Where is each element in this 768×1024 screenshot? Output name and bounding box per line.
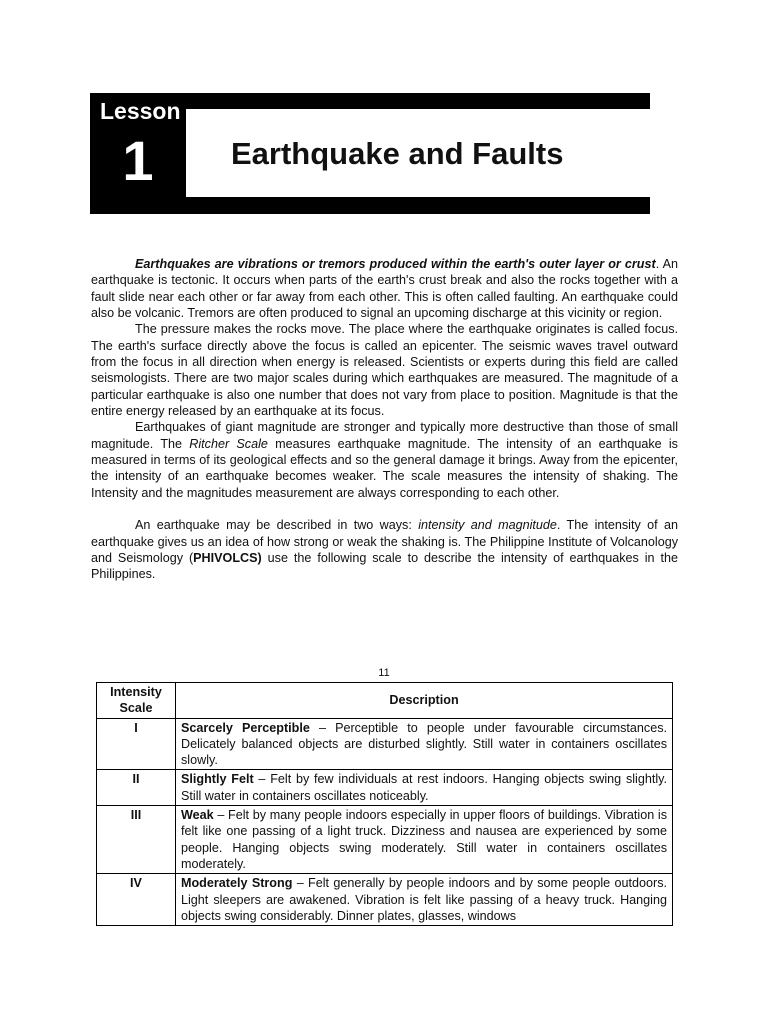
- intensity-description: [176, 718, 673, 770]
- paragraph-focus: The pressure makes the rocks move. The place where the earthquake originates is called focus. The earth's surface directly above the focus is called an epicenter. The seismic waves travel outward from the focus in all direction when energy is released. Scientists or experts during this field are called seismologists. There are two major scales during which earthquakes are measured. The magnitude of a particular earthquake is also one number that does not vary from place to position. Magnitude is that the entire energy released by an earthquake at its focus.: [91, 322, 678, 419]
- intensity-text-middle: . The intensity of an earthquake gives us an idea of how strong or weak the shaking is. The Philippine Institute of Volcanology and Seismology (: [91, 518, 678, 565]
- page-number: 11: [378, 667, 390, 679]
- table-row: [97, 806, 673, 874]
- intensity-term: Slightly Felt: [181, 772, 254, 787]
- ritcher-scale-term: Ritcher Scale: [189, 436, 268, 451]
- intensity-magnitude-term: intensity and magnitude: [418, 518, 557, 533]
- intensity-level: I: [97, 718, 176, 770]
- table-row: [97, 770, 673, 806]
- intro-definition: Earthquakes are vibrations or tremors produced within the earth's outer layer or crust: [135, 257, 656, 271]
- table-row: [97, 718, 673, 770]
- intensity-term: Moderately Strong: [181, 876, 293, 891]
- intensity-detail: – Felt by many people indoors especially in upper floors of buildings. Vibration is felt like one passing of a light truck. Dizziness and nausea are experienced by some people. Hanging objects swing moderately. Still water in containers oscillates moderately.: [181, 808, 667, 871]
- table-row: [97, 874, 673, 926]
- intensity-detail: – Perceptible to people under favourable circumstances. Delicately balanced objects are disturbed slightly. Still water in containers oscillates slowly.: [181, 720, 668, 768]
- intensity-level: III: [97, 806, 176, 874]
- header-description: Description: [176, 683, 673, 719]
- intro-text: . An earthquake is tectonic. It occurs when parts of the earth's crust break and also the rocks together with a fault slide near each other or far away from each other. This is often called faulting. An earthquake could also be volcanic. Tremors are often produced to signal an upcoming discharge at this vicinity or region.: [91, 257, 678, 321]
- phivolcs-term: PHIVOLCS): [193, 550, 262, 565]
- paragraph-intensity: [91, 517, 678, 582]
- intensity-term: Weak: [181, 808, 214, 823]
- intensity-description: [176, 874, 673, 926]
- intensity-term: Scarcely Perceptible: [181, 720, 310, 735]
- magnitude-text-start: Earthquakes of giant magnitude are stronger and typically more destructive than those of small magnitude. The: [91, 420, 678, 451]
- header-intensity-scale: Intensity Scale: [97, 683, 176, 719]
- table-header-row: [97, 683, 673, 719]
- lesson-label: Lesson: [100, 98, 181, 124]
- magnitude-text-end: measures earthquake magnitude. The intensity of an earthquake is measured in terms of its geological effects and so the general damage it brings. Away from the epicenter, the intensity of an earthquake becomes weaker. The scale measures the intensity of shaking. The Intensity and the magnitudes measurement are always corresponding to each other.: [91, 436, 678, 500]
- page-title: Earthquake and Faults: [231, 136, 564, 171]
- paragraph-intro: [91, 256, 678, 321]
- intensity-detail: – Felt generally by people indoors and by some people outdoors. Light sleepers are awakened. Vibration is felt like passing of a heavy truck. Hanging objects swing considerably. Dinner plates, glasses, windows: [181, 876, 667, 923]
- paragraph-magnitude: [91, 419, 678, 501]
- intensity-text-end: use the following scale to describe the intensity of earthquakes in the Philippines.: [91, 550, 678, 582]
- intensity-text-start: An earthquake may be described in two ways:: [135, 518, 419, 533]
- intensity-detail: – Felt by few individuals at rest indoors. Hanging objects swing slightly. Still water in containers oscillates noticeably.: [181, 772, 668, 803]
- intensity-level: IV: [97, 874, 176, 926]
- intensity-scale-table: [96, 682, 673, 926]
- lesson-number: 1: [122, 129, 154, 192]
- intensity-description: [176, 806, 673, 874]
- lesson-body: [91, 256, 678, 583]
- intensity-level: II: [97, 770, 176, 806]
- lesson-badge: [90, 93, 186, 214]
- intensity-description: [176, 770, 673, 806]
